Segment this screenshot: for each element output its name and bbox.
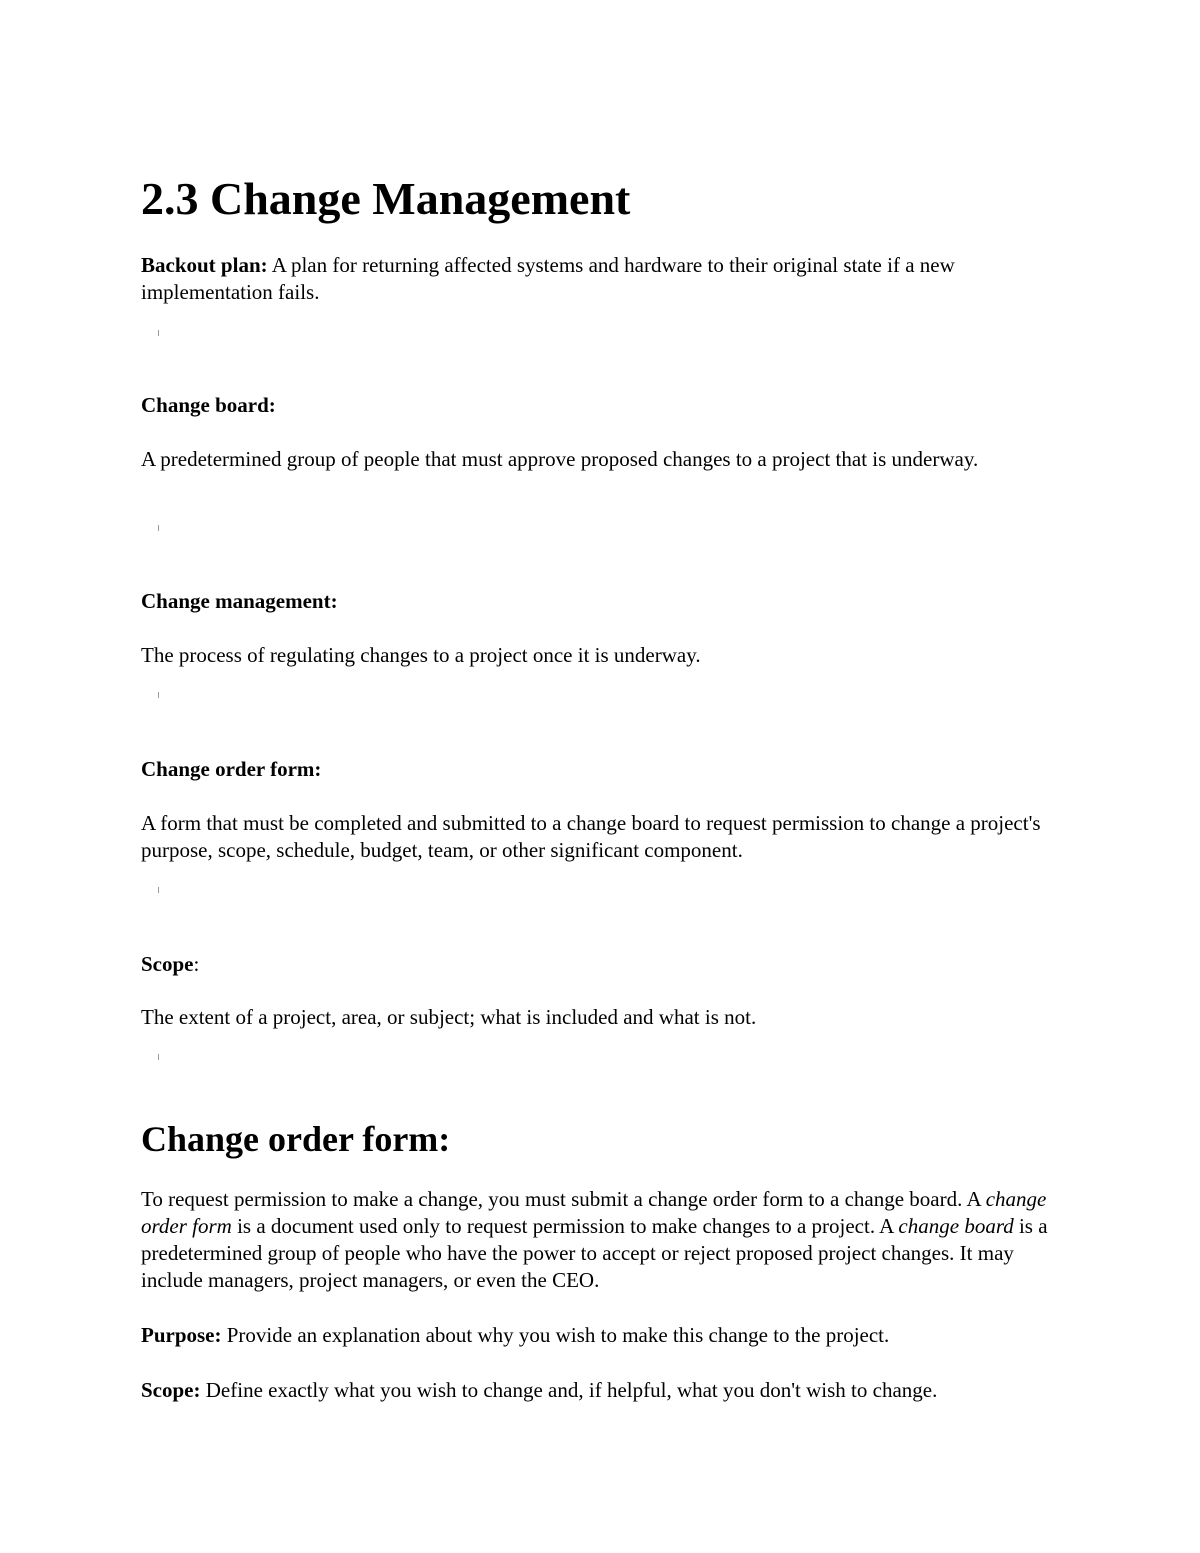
section-item-purpose — [141, 1322, 1061, 1349]
separator-tick — [158, 330, 159, 336]
glossary-entry-backout-plan — [141, 252, 1061, 306]
section-intro-paragraph: To request permission to make a change, you must submit a change order form to a change board. A change order form is a document used only to request permission to make changes to a project. A change board is a predetermined group of people who have the power to accept or reject proposed project changes. It may include managers, project managers, or even the CEO. — [141, 1187, 1048, 1292]
item-label: Scope: — [141, 1378, 201, 1402]
section-item-scope — [141, 1377, 1061, 1404]
glossary-term-change-management: Change management: — [141, 589, 338, 613]
separator-tick — [158, 525, 159, 531]
separator-tick — [158, 692, 159, 698]
glossary-definition-change-order-form: A form that must be completed and submitted to a change board to request permission to change a project's purpose, scope, schedule, budget, team, or other significant component. — [141, 811, 1041, 862]
separator-tick — [158, 1054, 159, 1060]
glossary-term-change-order-form: Change order form: — [141, 757, 322, 781]
section-heading: Change order form: — [141, 1119, 451, 1159]
item-text: Define exactly what you wish to change and, if helpful, what you don't wish to change. — [200, 1378, 938, 1402]
glossary-term-scope: Scope: — [141, 952, 200, 976]
item-label: Purpose: — [141, 1323, 222, 1347]
glossary-definition-change-management: The process of regulating changes to a project once it is underway. — [141, 643, 701, 667]
glossary-definition-change-board: A predetermined group of people that must approve proposed changes to a project that is underway. — [141, 447, 979, 471]
separator-tick — [158, 887, 159, 893]
emphasis-change-board: change board — [898, 1214, 1014, 1238]
emphasis-change-order-form: change order form — [141, 1187, 1047, 1238]
item-text: Provide an explanation about why you wish to make this change to the project. — [221, 1323, 890, 1347]
glossary-definition: A plan for returning affected systems and hardware to their original state if a new implementation fails. — [141, 253, 955, 304]
page-title: 2.3 Change Management — [141, 173, 631, 224]
glossary-term-change-board: Change board: — [141, 393, 276, 417]
glossary-definition-scope: The extent of a project, area, or subject; what is included and what is not. — [141, 1005, 757, 1029]
glossary-term: Backout plan: — [141, 253, 268, 277]
